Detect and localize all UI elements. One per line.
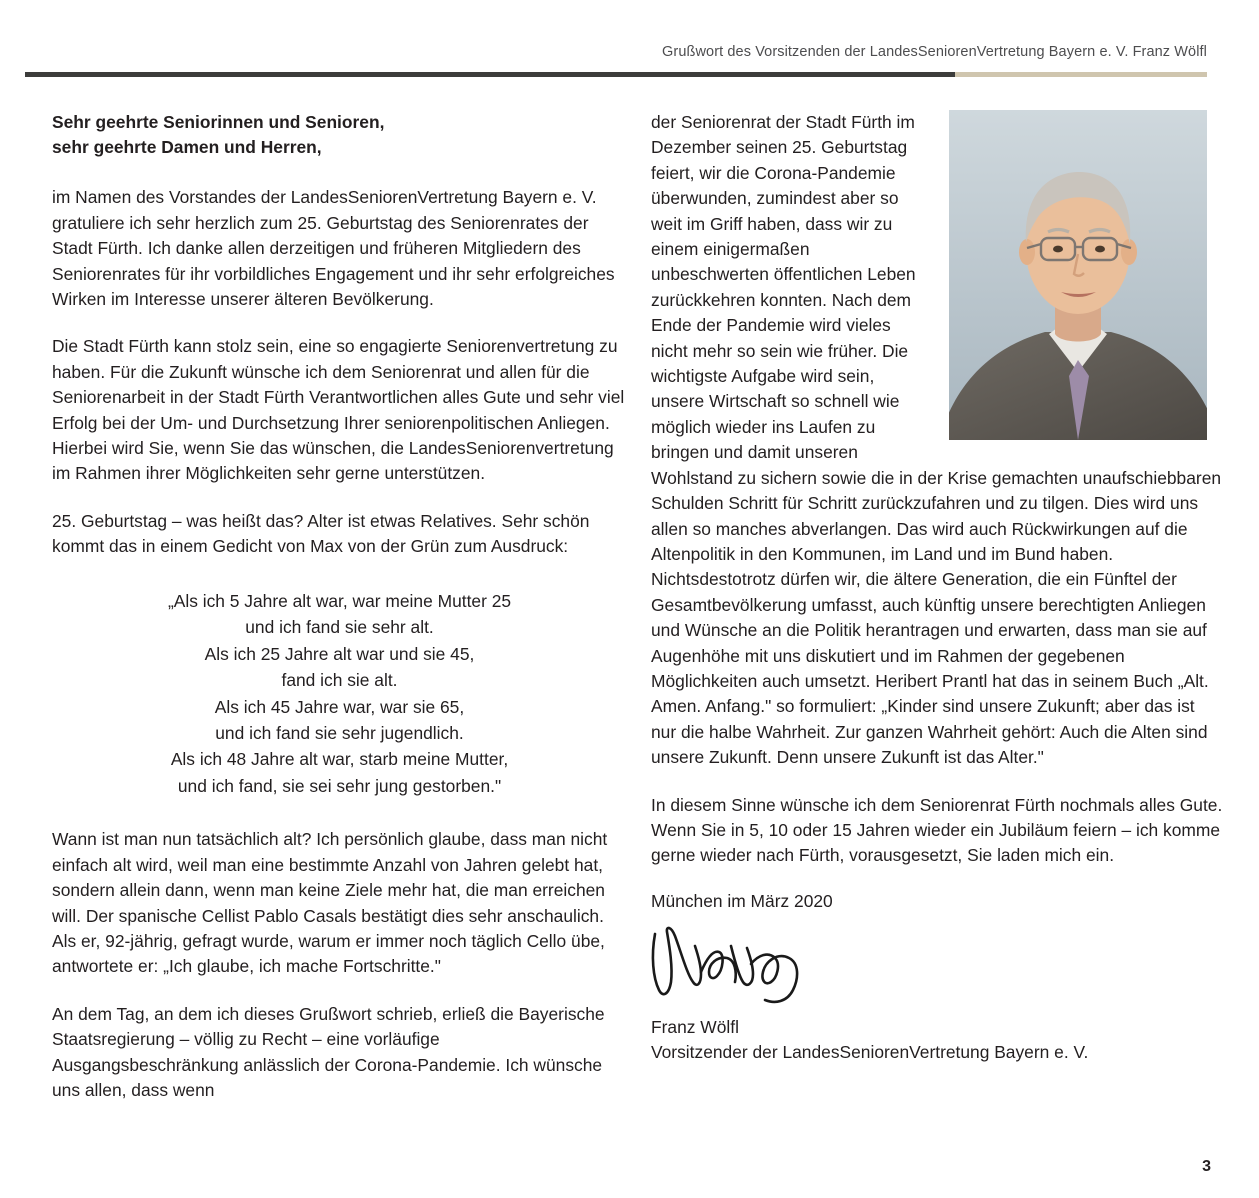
poem-line: „Als ich 5 Jahre alt war, war meine Mutter 25 (167, 590, 512, 611)
left-column (52, 110, 627, 1125)
left-paragraph-4: Wann ist man nun tatsächlich alt? Ich persönlich glaube, dass man nicht einfach alt wird, weil man eine bestimmte Anzahl von Jahren gelebt hat, sondern allein dann, wenn man keine Ziele mehr hat, die man erreichen will. Der spanische Cellist Pablo Casals bestätigt dies sehr anschaulich. Als er, 92-jährig, gefragt wurde, warum er immer noch täglich Cello übe, antwortete er: „Ich glaube, ich mache Fortschritte." (52, 829, 608, 977)
left-paragraph-3: 25. Geburtstag – was heißt das? Alter ist etwas Relatives. Sehr schön kommt das in einem Gedicht von Max von der Grün zum Ausdruck: (52, 510, 590, 557)
poem-line: Als ich 48 Jahre alt war, starb meine Mutter, (170, 749, 509, 770)
left-paragraph-1: im Namen des Vorstandes der LandesSeniorenVertretung Bayern e. V. gratuliere ich sehr herzlich zum 25. Geburtstag des Seniorenrates der Stadt Fürth. Ich danke allen derzeitigen und früheren Mitgliedern des Seniorenrates für ihr vorbildliches Engagement und ihr sehr erfolgreiches Wirken im Interesse unserer älteren Bevölkerung. (52, 187, 615, 310)
left-paragraph-2: Die Stadt Fürth kann stolz sein, eine so engagierte Seniorenvertretung zu haben. Für die Zukunft wünsche ich dem Seniorenrat und allen für die Seniorenarbeit in der Stadt Fürth Verantwortlichen alles Gute und sehr viel Erfolg bei der Um- und Durchsetzung Ihrer seniorenpolitischen Anliegen. Hierbei wird Sie, wenn Sie das wünschen, die LandesSeniorenvertretung im Rahmen ihrer Möglichkeiten sehr gerne unterstützen. (52, 336, 625, 484)
right-column (651, 110, 1223, 1066)
handwritten-signature (643, 916, 873, 1008)
poem-line: und ich fand sie sehr alt. (245, 617, 434, 638)
salutation-line-1: Sehr geehrte Seniorinnen und Senioren, (52, 112, 385, 132)
running-header: Grußwort des Vorsitzenden der LandesSeniorenVertretung Bayern e. V. Franz Wölfl (662, 44, 1207, 60)
poem-line: und ich fand sie sehr jugendlich. (215, 722, 464, 743)
signature-place-date: München im März 2020 (651, 890, 833, 911)
poem-block (52, 582, 627, 804)
right-text-flow (651, 110, 1223, 869)
poem-line: Als ich 25 Jahre alt war und sie 45, (204, 643, 475, 664)
signature-name: Franz Wölfl (651, 1016, 739, 1037)
signature-block (651, 891, 1223, 1066)
page-number: 3 (1202, 1158, 1211, 1175)
poem-line: Als ich 45 Jahre war, war sie 65, (214, 696, 465, 717)
header-rule-accent (955, 72, 1207, 77)
signature-role: Vorsitzender der LandesSeniorenVertretung Bayern e. V. (651, 1042, 1089, 1063)
poem-line: und ich fand, sie sei sehr jung gestorben." (177, 775, 502, 796)
salutation-line-2: sehr geehrte Damen und Herren, (52, 136, 322, 157)
photo-text-wrap-spacer (923, 110, 1223, 455)
left-paragraph-5: An dem Tag, an dem ich dieses Grußwort schrieb, erließ die Bayerische Staatsregierung – völlig zu Recht – eine vorläufige Ausgangsbeschränkung anlässlich der Corona-Pandemie. Ich wünsche uns allen, dass wenn (52, 1003, 605, 1100)
right-paragraph-2: In diesem Sinne wünsche ich dem Seniorenrat Fürth nochmals alles Gute. Wenn Sie in 5, 10 oder 15 Jahren wieder ein Jubiläum feiern – ich komme gerne wieder nach Fürth, vorausgesetzt, Sie laden mich ein. (651, 794, 1223, 866)
salutation (52, 110, 627, 159)
poem-line: fand ich sie alt. (281, 670, 398, 691)
right-paragraph-1: der Seniorenrat der Stadt Fürth im Dezember seinen 25. Geburtstag feiert, wir die Corona-Pandemie überwunden, zumindest aber so weit im Griff haben, dass wir zu einem einigermaßen unbeschwerten öffentlichen Leben zurückkehren konnten. Nach dem Ende der Pandemie wird vieles nicht mehr so sein wie früher. Die wichtigste Aufgabe wird sein, unsere Wirtschaft so schnell wie möglich wieder ins Laufen zu bringen und damit unseren Wohlstand zu sichern sowie die in der Krise gemachten unaufschiebbaren Schulden Schritt für Schritt zurückzufahren und zu tilgen. Dies wird uns allen so manches abverlangen. Das wird auch Rückwirkungen auf die Altenpolitik in den Kommunen, im Land und im Bund haben. Nichtsdestotrotz dürfen wir, die ältere Generation, die ein Fünftel der Gesamtbevölkerung umfasst, auch künftig unsere berechtigten Anliegen und Wünsche an die Politik herantragen und erwarten, dass man sie auf Augenhöhe mit uns diskutiert und im Rahmen der gegebenen Möglichkeiten auch umsetzt. Heribert Prantl hat das in seinem Buch „Alt. Amen. Anfang." so formuliert: „Kinder sind unsere Zukunft; aber das ist nur die halbe Wahrheit. Zur ganzen Wahrheit gehört: Auch die Alten sind unsere Zukunft. Denn unsere Zukunft ist das Alter." (651, 112, 1222, 768)
